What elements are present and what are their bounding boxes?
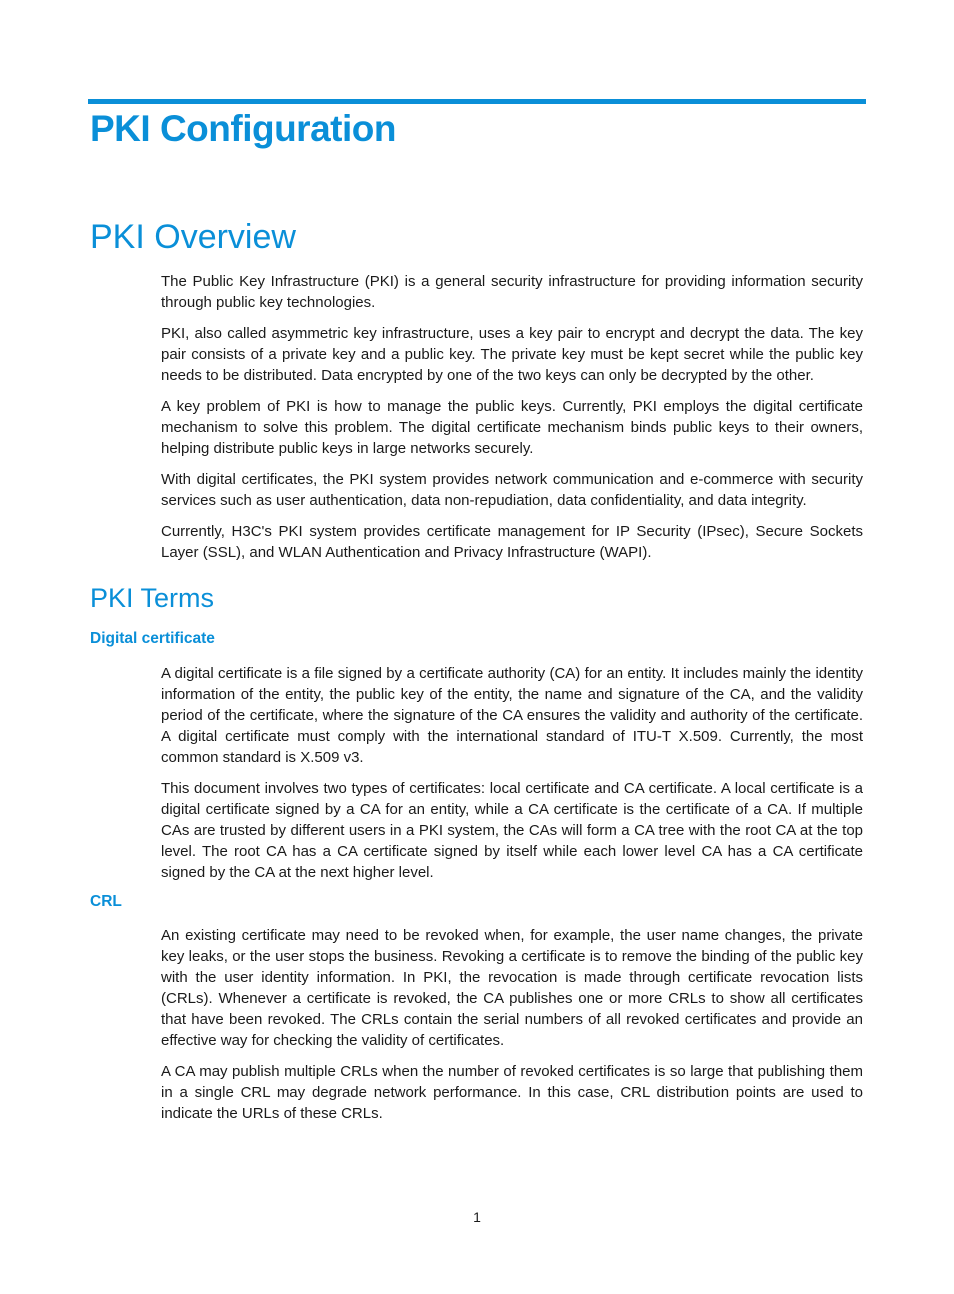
paragraph: This document involves two types of certificates: local certificate and CA certificate. A local certificate is a digital certificate signed by a CA for an entity, while a CA certificate is the certificate of a CA. If multiple CAs are trusted by different users in a PKI system, the CAs will form a CA tree with the root CA at the top level. The root CA has a CA certificate signed by itself while each lower level CA has a CA certificate signed by the CA at the next higher level. — [161, 780, 863, 881]
paragraph: A CA may publish multiple CRLs when the number of revoked certificates is so large that publishing them in a single CRL may degrade network performance. In this case, CRL distribution points are used to indicate the URLs of these CRLs. — [161, 1063, 863, 1122]
paragraph: A key problem of PKI is how to manage the public keys. Currently, PKI employs the digital certificate mechanism to solve this problem. The digital certificate mechanism binds public keys to their owners, helping distribute public keys in large networks securely. — [161, 398, 863, 457]
subsection-heading-digital-certificate: Digital certificate — [90, 630, 215, 647]
chapter-title: PKI Configuration — [90, 108, 396, 149]
paragraph: A digital certificate is a file signed by a certificate authority (CA) for an entity. It includes mainly the identity information of the entity, the public key of the entity, the name and signature of the CA, and the validity period of the certificate, where the signature of the CA ensures the validity and authority of the certificate. A digital certificate must comply with the international standard of ITU-T X.509. Currently, the most common standard is X.509 v3. — [161, 665, 863, 766]
section-heading-terms: PKI Terms — [90, 583, 215, 613]
page-number: 1 — [473, 1209, 481, 1225]
paragraph: Currently, H3C's PKI system provides certificate management for IP Security (IPsec), Secure Sockets Layer (SSL), and WLAN Authentication and Privacy Infrastructure (WAPI). — [161, 523, 863, 561]
overview-body — [161, 271, 863, 573]
paragraph: With digital certificates, the PKI system provides network communication and e-commerce with security services such as user authentication, data non-repudiation, data confidentiality, and data integrity. — [161, 471, 863, 509]
chapter-rule — [88, 99, 866, 104]
digital-certificate-body — [161, 663, 863, 893]
section-heading-overview: PKI Overview — [90, 218, 296, 256]
subsection-heading-crl: CRL — [90, 893, 122, 910]
paragraph: The Public Key Infrastructure (PKI) is a general security infrastructure for providing information security through public key technologies. — [161, 273, 863, 311]
paragraph: An existing certificate may need to be revoked when, for example, the user name changes, the private key leaks, or the user stops the business. Revoking a certificate is to remove the binding of the public key with the user identity information. In PKI, the revocation is made through certificate revocation lists (CRLs). Whenever a certificate is revoked, the CA publishes one or more CRLs to show all certificates that have been revoked. The CRLs contain the serial numbers of all revoked certificates and provide an effective way for checking the validity of certificates. — [161, 927, 863, 1049]
paragraph: PKI, also called asymmetric key infrastructure, uses a key pair to encrypt and decrypt the data. The key pair consists of a private key and a public key. The private key must be kept secret while the public key needs to be distributed. Data encrypted by one of the two keys can only be decrypted by the other. — [161, 325, 863, 384]
crl-body — [161, 925, 863, 1134]
